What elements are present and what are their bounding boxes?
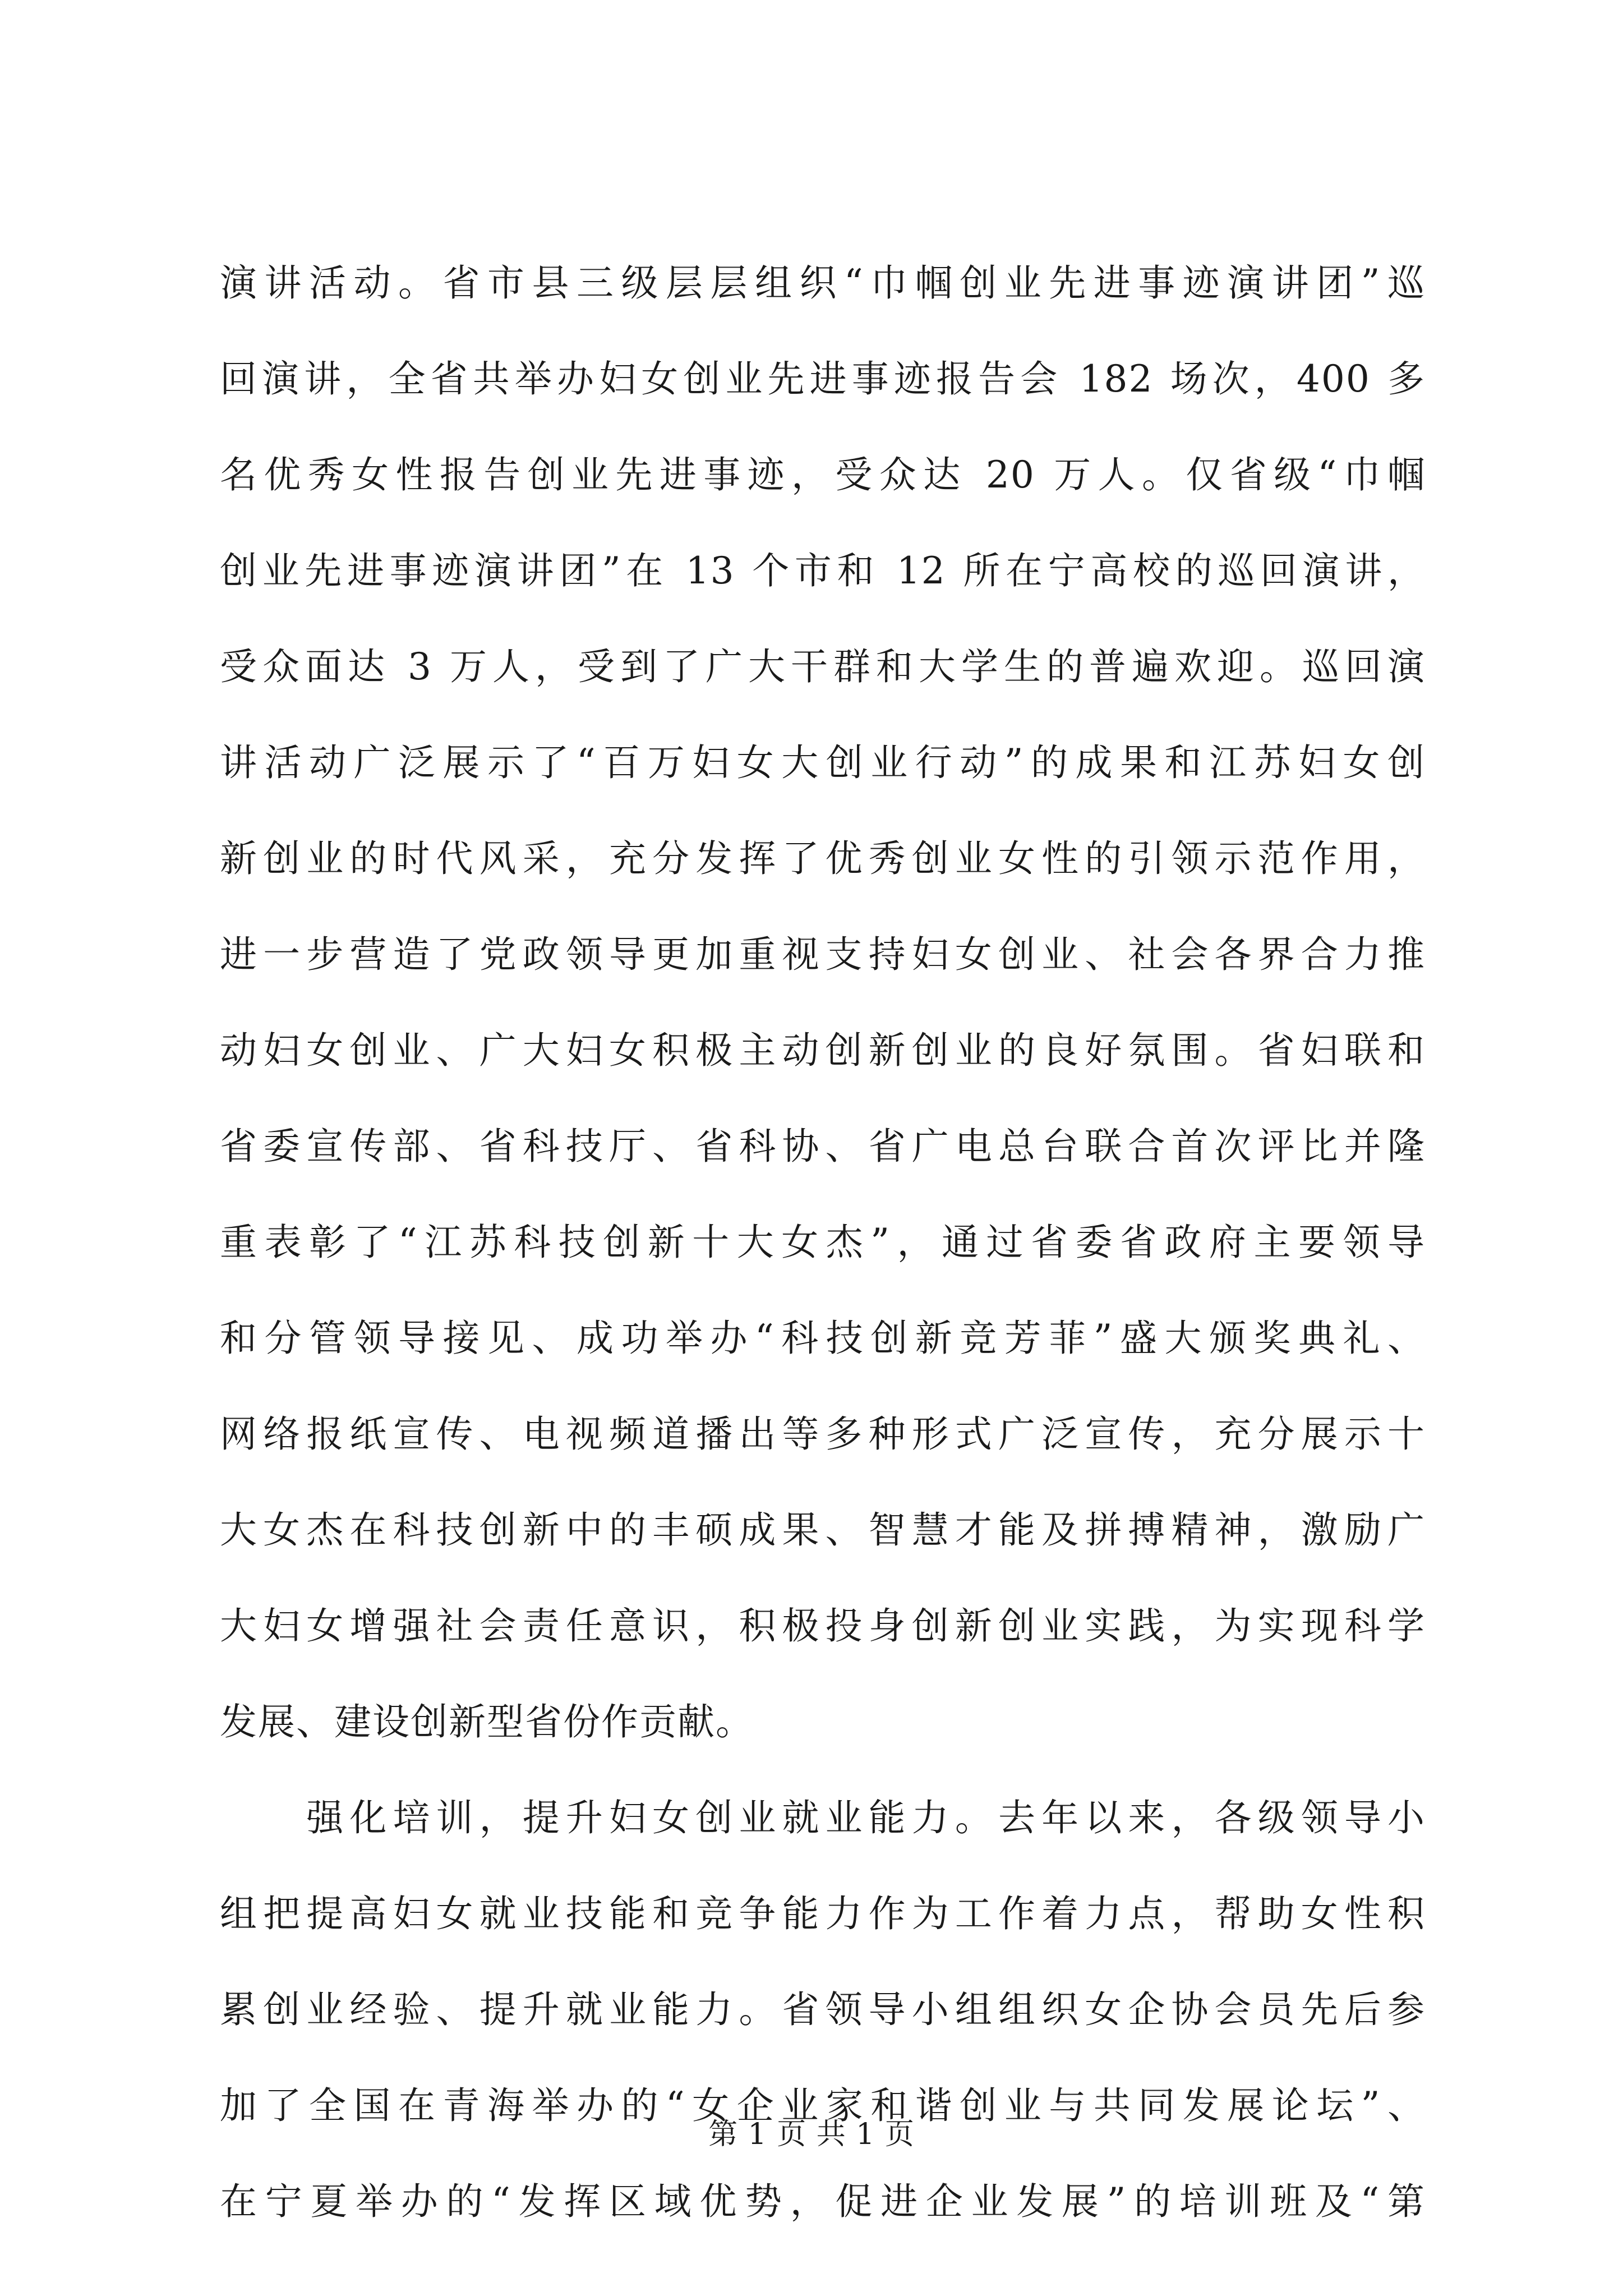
document-body xyxy=(220,255,1426,2270)
text-line: 在宁夏举办的“发挥区域优势，促进企业发展”的培训班及“第 xyxy=(220,2180,1426,2223)
text-line: 重表彰了“江苏科技创新十大女杰”，通过省委省政府主要领导 xyxy=(220,1221,1426,1264)
text-line: 大女杰在科技创新中的丰硕成果、智慧才能及拼搏精神，激励广 xyxy=(220,1508,1426,1552)
text-line: 进一步营造了党政领导更加重视支持妇女创业、社会各界合力推 xyxy=(220,933,1426,976)
page-footer xyxy=(0,2115,1623,2154)
text-line: 创业先进事迹演讲团”在 13 个市和 12 所在宁高校的巡回演讲， xyxy=(220,549,1426,592)
text-line: 动妇女创业、广大妇女积极主动创新创业的良好氛围。省妇联和 xyxy=(220,1029,1426,1072)
text-line: 回演讲，全省共举办妇女创业先进事迹报告会 182 场次，400 多 xyxy=(220,357,1426,401)
text-line: 受众面达 3 万人，受到了广大干群和大学生的普遍欢迎。巡回演 xyxy=(220,645,1426,688)
text-line: 网络报纸宣传、电视频道播出等多种形式广泛宣传，充分展示十 xyxy=(220,1412,1426,1456)
text-line: 加了全国在青海举办的“女企业家和谐创业与共同发展论坛”、 xyxy=(220,2084,1426,2127)
text-line: 大妇女增强社会责任意识，积极投身创新创业实践，为实现科学 xyxy=(220,1604,1426,1648)
text-line: 名优秀女性报告创业先进事迹，受众达 20 万人。仅省级“巾帼 xyxy=(220,453,1426,496)
page-number-label: 第 1 页 共 1 页 xyxy=(708,2118,915,2151)
text-line: 讲活动广泛展示了“百万妇女大创业行动”的成果和江苏妇女创 xyxy=(220,741,1426,784)
text-line: 新创业的时代风采，充分发挥了优秀创业女性的引领示范作用， xyxy=(220,837,1426,880)
text-line: 省委宣传部、省科技厅、省科协、省广电总台联合首次评比并隆 xyxy=(220,1125,1426,1168)
text-line: 组把提高妇女就业技能和竞争能力作为工作着力点，帮助女性积 xyxy=(220,1892,1426,1935)
text-line: 发展、建设创新型省份作贡献。 xyxy=(220,1700,754,1743)
text-line: 强化培训，提升妇女创业就业能力。去年以来，各级领导小 xyxy=(220,1796,1426,1839)
text-line: 演讲活动。省市县三级层层组织“巾帼创业先进事迹演讲团”巡 xyxy=(220,261,1426,305)
text-line: 和分管领导接见、成功举办“科技创新竞芳菲”盛大颁奖典礼、 xyxy=(220,1317,1426,1360)
text-line: 累创业经验、提升就业能力。省领导小组组织女企协会员先后参 xyxy=(220,1988,1426,2031)
